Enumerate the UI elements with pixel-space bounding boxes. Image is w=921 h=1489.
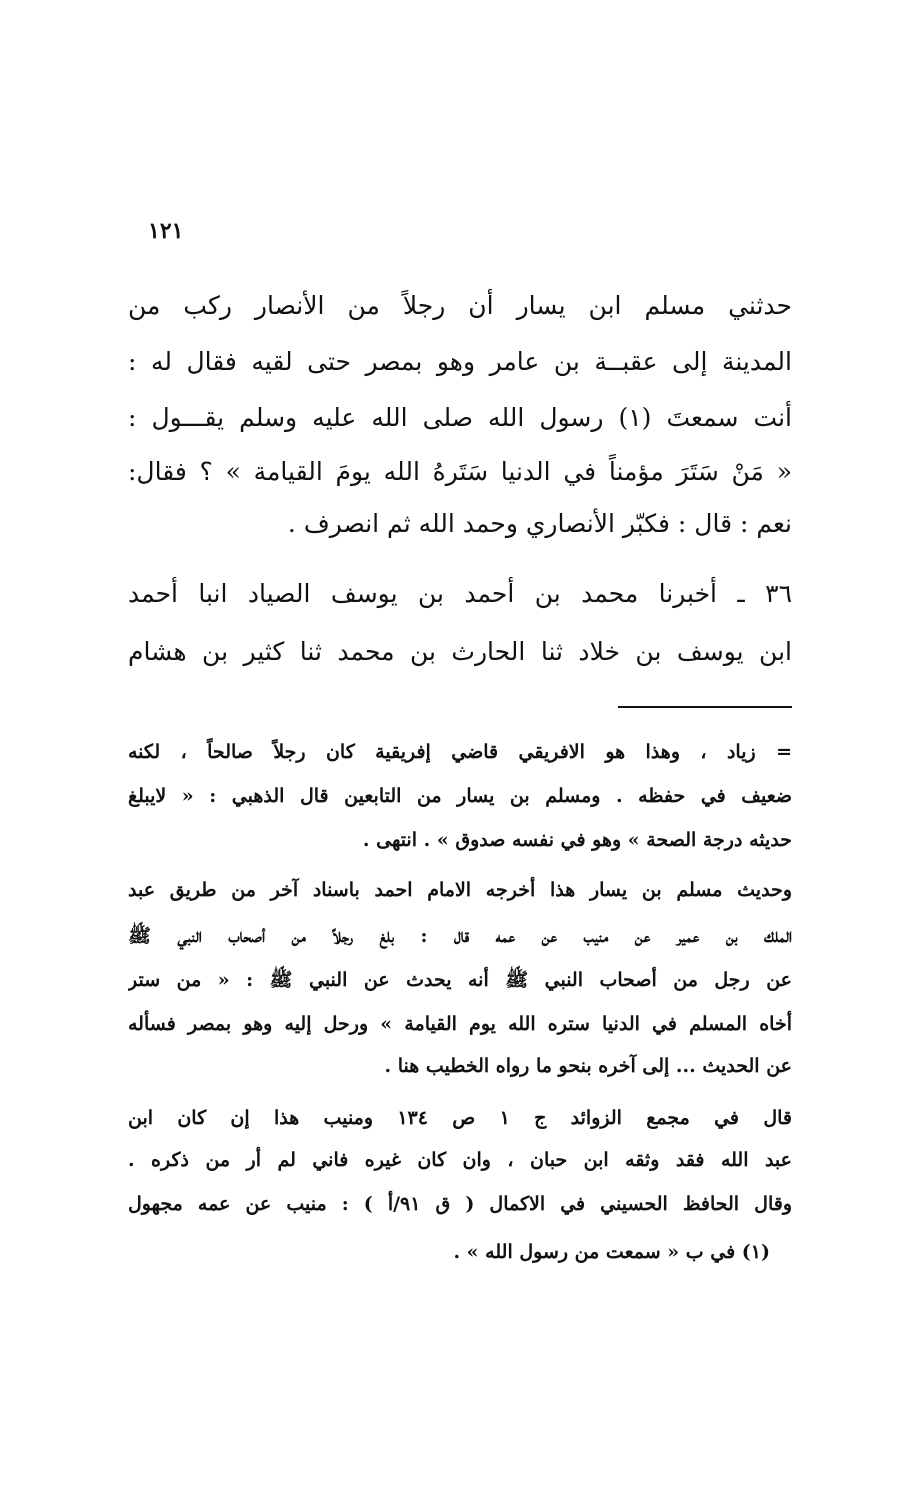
body-line-5: نعم : قال : فكبّر الأنصاري وحمد الله ثم انصرف .	[287, 509, 792, 538]
note-line-4: وحديث مسلم بن يسار هذا أخرجه الامام احمد باسناد آخر من طريق عبد	[128, 879, 792, 901]
note-line-11: وقال الحافظ الحسيني في الاكمال ( ق ٩١/أ ) : منيب عن عمه مجهول	[128, 1193, 792, 1215]
note-line-7: أخاه المسلم في الدنيا ستره الله يوم القيامة » ورحل إليه وهو بمصر فسأله	[128, 1013, 792, 1035]
note-line-5: الملك بن عمير عن منيب عن عمه قال : بلغ رجلاً من أصحاب النبي ﷺ	[128, 925, 792, 947]
footnote: (١) في ب « سمعت من رسول الله » .	[453, 1241, 770, 1263]
body-line-3: أنت سمعتَ (١) رسول الله صلى الله عليه وسلم يقـــول :	[128, 403, 792, 432]
note-line-2: ضعيف في حفظه . ومسلم بن يسار من التابعين قال الذهبي : « لايبلغ	[128, 785, 792, 807]
page-number: ١٢١	[148, 218, 184, 244]
note-line-6: عن رجل من أصحاب النبي ﷺ أنه يحدث عن النبي ﷺ : « من ستر	[128, 969, 792, 991]
body-line-1: حدثني مسلم ابن يسار أن رجلاً من الأنصار ركب من	[128, 291, 792, 320]
note-line-9: قال في مجمع الزوائد ج ١ ص ١٣٤ ومنيب هذا إن كان ابن	[128, 1107, 792, 1129]
note-line-3: حديثه درجة الصحة » وهو في نفسه صدوق » . انتهى .	[362, 829, 792, 851]
note-line-8: عن الحديث ... إلى آخره بنحو ما رواه الخطيب هنا .	[384, 1055, 792, 1077]
body-line-2: المدينة إلى عقبــة بن عامر وهو بمصر حتى لقيه فقال له :	[128, 347, 792, 376]
body-line-7: ابن يوسف بن خلاد ثنا الحارث بن محمد ثنا كثير بن هشام	[128, 637, 792, 666]
note-line-1: = زياد ، وهذا هو الافريقي قاضي إفريقية كان رجلاً صالحاً ، لكنه	[128, 741, 792, 763]
body-line-4: « مَنْ سَتَرَ مؤمناً في الدنيا سَتَرهُ الله يومَ القيامة » ؟ فقال:	[128, 457, 792, 486]
body-line-6: ٣٦ ـ أخبرنا محمد بن أحمد بن يوسف الصياد انبا أحمد	[128, 579, 792, 608]
footnote-separator-rule	[618, 706, 792, 708]
note-line-10: عبد الله فقد وثقه ابن حبان ، وان كان غيره فاني لم أر من ذكره .	[128, 1149, 792, 1171]
